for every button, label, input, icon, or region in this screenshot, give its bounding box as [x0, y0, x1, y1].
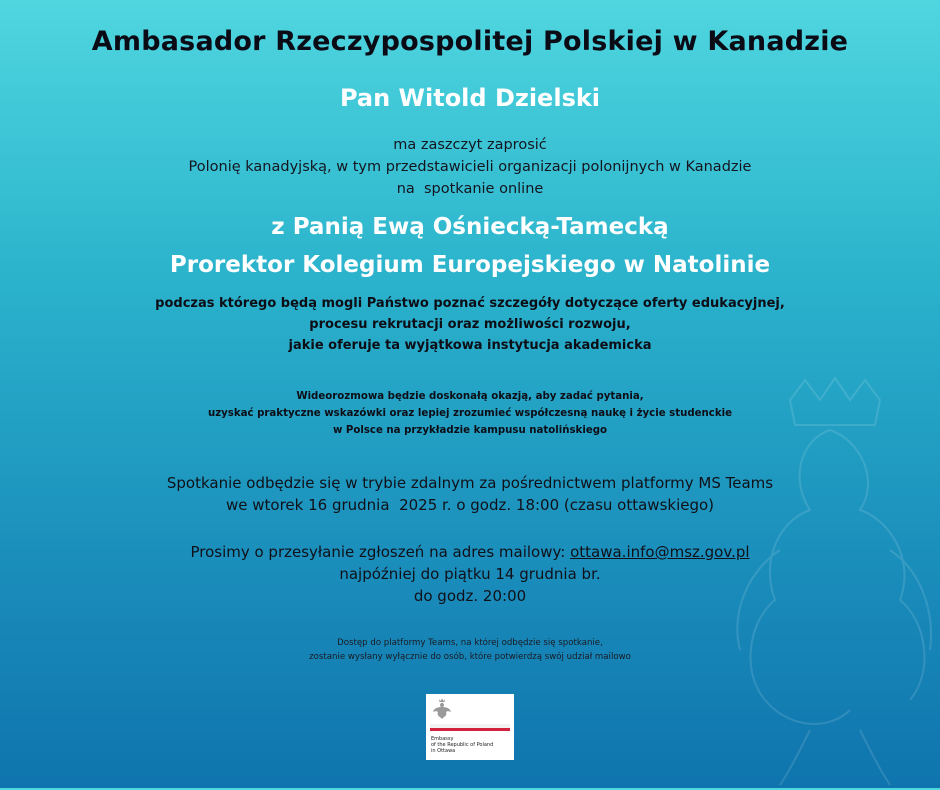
details-line: jakie oferuje ta wyjątkowa instytucja akademicka [288, 338, 652, 353]
logo-text [431, 736, 493, 754]
details-line: procesu rekrutacji oraz możliwości rozwoju, [309, 317, 631, 332]
polish-eagle-icon [432, 698, 452, 720]
video-call-text [0, 388, 940, 439]
invitation-line: ma zaszczyt zaprosić [393, 137, 547, 153]
guest-role: Prorektor Kolegium Europejskiego w Natolinie [169, 252, 771, 278]
embassy-logo [426, 694, 514, 760]
invitation-line: Polonię kanadyjską, w tym przedstawicieli organizacji polonijnych w Kanadzie [188, 159, 752, 175]
logo-line: of the Republic of Poland [431, 742, 494, 748]
registration-time: do godz. 20:00 [413, 587, 527, 605]
registration-email-line [0, 541, 940, 563]
details-line: podczas którego będą mogli Państwo poznać szczegóły dotyczące oferty edukacyjnej, [155, 296, 785, 311]
logo-flag-red [430, 728, 510, 731]
meeting-info [0, 472, 940, 516]
registration-prefix: Prosimy o przesyłanie zgłoszeń na adres mailowy: [190, 543, 571, 561]
video-line: uzyskać praktyczne wskazówki oraz lepiej zrozumieć współczesną naukę i życie studenckie [207, 408, 733, 419]
meeting-date: we wtorek 16 grudnia 2025 r. o godz. 18:00 (czasu ottawskiego) [225, 496, 715, 514]
details-text [0, 293, 940, 356]
ambassador-name: Pan Witold Dzielski [339, 84, 601, 112]
registration-info [0, 541, 940, 607]
guest-block [0, 208, 940, 284]
invitation-text [0, 134, 940, 200]
access-line: Dostęp do platformy Teams, na której odbędzie się spotkanie, [337, 638, 603, 648]
page-title: Ambasador Rzeczypospolitej Polskiej w Kanadzie [91, 26, 849, 57]
access-note [0, 636, 940, 664]
video-line: Wideorozmowa będzie doskonałą okazją, aby zadać pytania, [296, 391, 644, 402]
guest-name: z Panią Ewą Ośniecką-Tamecką [271, 214, 669, 240]
access-line: zostanie wysłany wyłącznie do osób, które potwierdzą swój udział mailowo [309, 652, 631, 662]
invitation-line: na spotkanie online [396, 181, 544, 197]
email-link[interactable]: ottawa.info@msz.gov.pl [570, 543, 750, 561]
logo-line: in Ottawa [431, 748, 456, 754]
meeting-line: Spotkanie odbędzie się w trybie zdalnym za pośrednictwem platformy MS Teams [166, 474, 774, 492]
video-line: w Polsce na przykładzie kampusu natolińskiego [332, 425, 608, 436]
registration-deadline: najpóźniej do piątku 14 grudnia br. [339, 565, 601, 583]
logo-line: Embassy [431, 736, 454, 742]
